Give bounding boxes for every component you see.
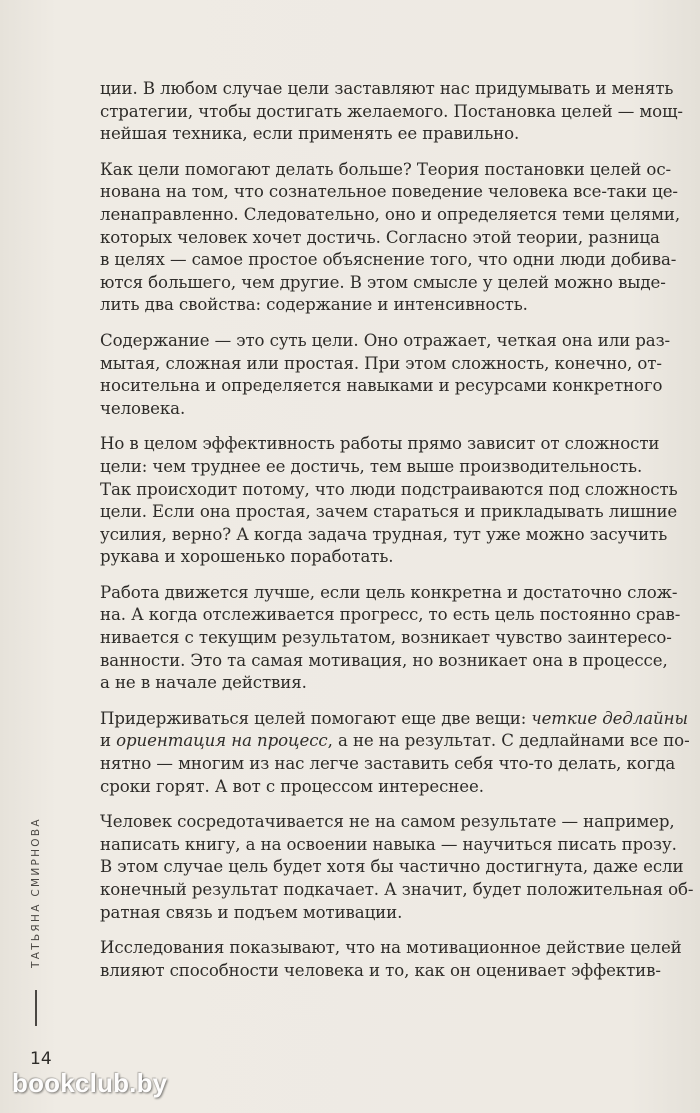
paragraph [100, 159, 700, 317]
text-line [100, 249, 700, 272]
text-line [100, 856, 700, 879]
text-run: ленаправленно. Следовательно, оно и определяется теми целями, [100, 204, 681, 224]
text-run: конечный результат подкачает. А значит, будет положительная об- [100, 880, 694, 899]
text-line [100, 479, 700, 502]
text-run: человека. [100, 398, 186, 418]
text-line [100, 330, 700, 353]
text-run: В этом случае цель будет хотя бы частично достигнута, даже если [100, 857, 684, 877]
text-line [100, 672, 700, 695]
paragraph [100, 433, 700, 569]
text-line [100, 524, 700, 547]
text-run: Человек сосредотачивается не на самом результате — например, [100, 812, 675, 832]
text-run: нейшая техника, если применять ее правильно. [100, 124, 520, 144]
text-line [100, 227, 700, 250]
text-run: лить два свойства: содержание и интенсивность. [100, 295, 528, 315]
text-run: нована на том, что сознательное поведение человека все-таки це- [100, 182, 678, 202]
text-line [100, 708, 700, 731]
text-run: цели: чем труднее ее достичь, тем выше производительность. [100, 456, 643, 476]
paragraph [100, 708, 700, 798]
text-run: Работа движется лучше, если цель конкретна и достаточно слож- [100, 582, 678, 602]
emphasized-text: ориентация на процесс [116, 731, 328, 751]
text-line [100, 101, 700, 124]
text-run: Так происходит потому, что люди подстраиваются под сложность [100, 479, 678, 499]
text-line [100, 159, 700, 182]
text-run: рукава и хорошенько поработать. [100, 547, 394, 567]
text-line [100, 879, 700, 902]
page-number: 14 [30, 1049, 52, 1069]
text-line [100, 960, 700, 983]
text-run: сроки горят. А вот с процессом интереснее. [100, 776, 484, 796]
text-line [100, 78, 700, 101]
text-line [100, 353, 700, 376]
text-line [100, 123, 700, 146]
text-run: влияют способности человека и то, как он оценивает эффектив- [100, 960, 661, 980]
text-run: ции. В любом случае цели заставляют нас придумывать и менять [100, 79, 674, 98]
text-run: мытая, сложная или простая. При этом сложность, конечно, от- [100, 353, 662, 373]
text-run: которых человек хочет достичь. Согласно этой теории, разница [100, 227, 660, 247]
text-line [100, 546, 700, 569]
text-line [100, 604, 700, 627]
text-line [100, 627, 700, 650]
text-run: ванности. Это та самая мотивация, но возникает она в процессе, [100, 650, 668, 670]
paragraph [100, 582, 700, 695]
running-head-rule [35, 990, 37, 1026]
text-run: цели. Если она простая, зачем стараться и прикладывать лишние [100, 502, 678, 522]
text-run: Исследования показывают, что на мотивационное действие целей [100, 938, 682, 958]
text-line [100, 398, 700, 421]
text-line [100, 730, 700, 753]
text-run: Содержание — это суть цели. Оно отражает, четкая она или раз- [100, 330, 671, 350]
paragraph [100, 811, 700, 924]
text-line [100, 501, 700, 524]
text-line [100, 204, 700, 227]
text-run: носительна и определяется навыками и ресурсами конкретного [100, 376, 663, 396]
text-line [100, 776, 700, 799]
text-line [100, 456, 700, 479]
text-run: написать книгу, а на освоении навыка — научиться писать прозу. [100, 834, 677, 854]
text-line [100, 582, 700, 605]
text-line [100, 181, 700, 204]
paragraph [100, 330, 700, 420]
text-line [100, 272, 700, 295]
text-line [100, 294, 700, 317]
text-line [100, 902, 700, 925]
watermark-logo: bookclub.by [12, 1068, 168, 1098]
text-run: Но в целом эффективность работы прямо зависит от сложности [100, 434, 660, 454]
paragraph [100, 78, 700, 146]
running-head-author: ТАТЬЯНА СМИРНОВА [30, 817, 42, 968]
text-line [100, 650, 700, 673]
text-run: Придерживаться целей помогают еще две вещи: [100, 708, 532, 728]
text-run: стратегии, чтобы достигать желаемого. Постановка целей — мощ- [100, 101, 683, 121]
text-run: Как цели помогают делать больше? Теория постановки целей ос- [100, 159, 672, 179]
text-line [100, 433, 700, 456]
emphasized-text: четкие дедлайны [531, 708, 688, 728]
text-line [100, 811, 700, 834]
text-run: ются большего, чем другие. В этом смысле у целей можно выде- [100, 272, 666, 292]
text-run: нятно — многим из нас легче заставить себя что-то делать, когда [100, 754, 676, 774]
paragraph [100, 937, 700, 982]
text-run: , а не на результат. С дедлайнами все по- [327, 731, 690, 751]
text-run: и [100, 731, 117, 751]
text-line [100, 753, 700, 776]
text-line [100, 834, 700, 857]
text-run: в целях — самое простое объяснение того, что одни люди добива- [100, 250, 677, 270]
text-run: ратная связь и подъем мотивации. [100, 902, 403, 922]
text-run: на. А когда отслеживается прогресс, то есть цель постоянно срав- [100, 605, 681, 625]
body-text [100, 78, 700, 995]
text-run: а не в начале действия. [100, 673, 307, 693]
text-run: нивается с текущим результатом, возникает чувство заинтересо- [100, 628, 672, 648]
text-run: усилия, верно? А когда задача трудная, тут уже можно засучить [100, 524, 668, 544]
text-line [100, 937, 700, 960]
text-line [100, 375, 700, 398]
